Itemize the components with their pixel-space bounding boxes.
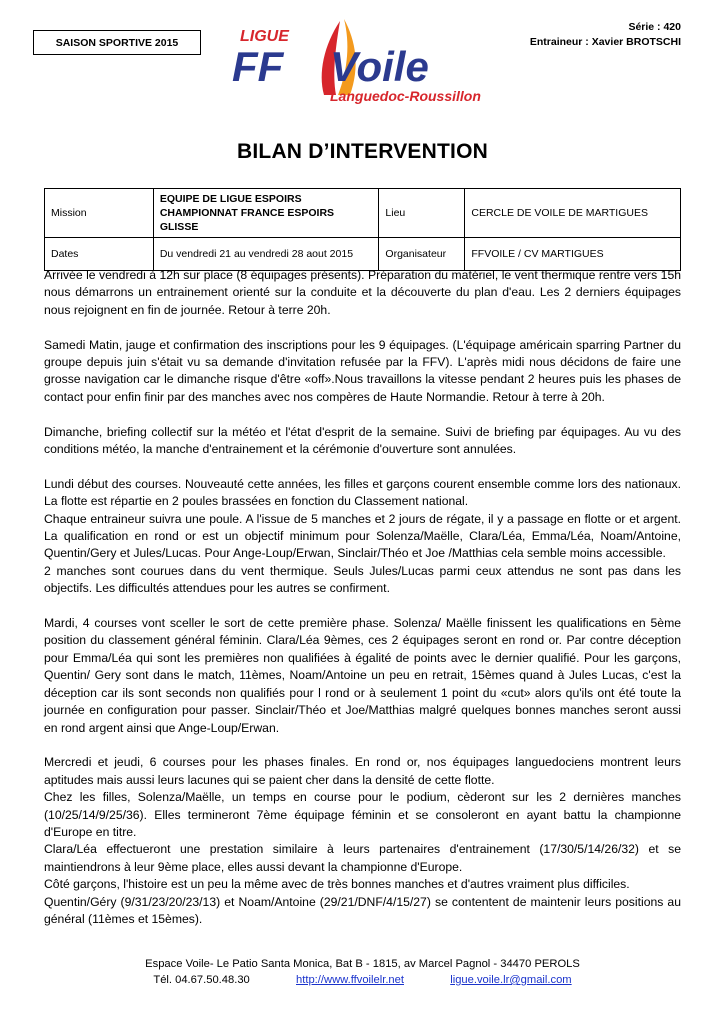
paragraph-text: Mardi, 4 courses vont sceller le sort de cette première phase. Solenza/ Maëlle finissent les qualifications en 5ème position du classement général féminin. Clara/Léa 9èmes, ces 2 équipages seront en rond or. Par contre déception pour Emma/Léa qui sont les premières non qualifiées à égalité de points avec le dernier qualifié. Pour les garçons, Quentin/ Gery sont dans le match, 11èmes, Noam/Antoine un peu en retrait, 15èmes quand à Jules Lucas, c'est la déception car ils sont seconds non qualifiés pour l rond or à seulement 1 point du «cut» alors qu'ils ont été toute la journée en configuration pour passer. Sinclair/Théo et Joe/Matthias malgré quelques bonnes manches seront aussi en rond argent ainsi que Ange-Loup/Erwan. — [44, 616, 681, 735]
email-link[interactable]: ligue.voile.lr@gmail.com — [450, 974, 572, 986]
series-label: Série : 420 — [628, 21, 681, 33]
dates-label: Dates — [45, 238, 154, 271]
document-title: BILAN D’INTERVENTION — [237, 140, 488, 163]
report-body — [44, 267, 681, 928]
paragraph-text: Arrivée le vendredi à 12h sur place (8 équipages présents). Préparation du matériel, le vent thermique rentre vers 15h nous démarrons un entrainement orienté sur la conduite et la découverte du plan d'eau. Les 2 derniers équipages nous rejoignent en fin de journée. Retour à terre 20h. — [44, 268, 681, 317]
paragraph-friday — [44, 267, 681, 319]
paragraph-text: Samedi Matin, jauge et confirmation des inscriptions pour les 9 équipages. (L'équipage américain sparring Partner du groupe depuis juin s'était vu sa demande d'invitation refusée par la FFV). L'après midi nous décidons de faire une grosse navigation car le dimanche risque d'être «off».Nous travaillons la vitesse pendant 2 heures puis les phases de contact pour enfin finir par des manches avec nos compères de Haute Normandie. Retour à terre à 20h. — [44, 337, 681, 404]
coach-label: Entraineur : Xavier BROTSCHI — [529, 36, 681, 48]
paragraph-text: Lundi début des courses. Nouveauté cette années, les filles et garçons courent ensemble comme lors des nationaux. La flotte est répartie en 2 poules brassées en fonction du Classement national. — [44, 476, 681, 509]
paragraph-text: Mercredi et jeudi, 6 courses pour les phases finales. En rond or, nos équipages languedociens montrent leurs aptitudes mais aussi leurs lacunes qui se paient cher dans la densité de cette flotte. — [44, 755, 681, 787]
svg-text:Voile: Voile — [330, 43, 429, 90]
svg-text:LIGUE: LIGUE — [240, 28, 289, 45]
footer — [0, 956, 725, 988]
paragraph-wednesday-thursday — [44, 754, 681, 928]
mission-info-table — [44, 188, 681, 271]
table-row — [45, 189, 681, 238]
mission-value-line: EQUIPE DE LIGUE ESPOIRS — [159, 193, 302, 205]
website-link[interactable]: http://www.ffvoilelr.net — [296, 974, 404, 986]
paragraph-text: Dimanche, briefing collectif sur la météo et l'état d'esprit de la semaine. Suivi de briefing par équipages. Au vu des conditions météo, la manche d'entrainement et la cérémonie d'ouverture sont annulées. — [44, 424, 681, 457]
mission-label: Mission — [45, 189, 154, 238]
svg-text:FF: FF — [232, 43, 284, 90]
mission-value — [153, 189, 379, 238]
footer-contact — [0, 972, 725, 988]
footer-phone: Tél. 04.67.50.48.30 — [153, 974, 250, 986]
paragraph-tuesday — [44, 615, 681, 737]
table-row — [45, 238, 681, 271]
footer-address: Espace Voile- Le Patio Santa Monica, Bat B - 1815, av Marcel Pagnol - 34470 PEROLS — [145, 958, 580, 970]
ffvoile-logo-graphic — [232, 15, 487, 105]
mission-value-line: CHAMPIONNAT FRANCE ESPOIRS GLISSE — [159, 207, 335, 233]
organisateur-value: FFVOILE / CV MARTIGUES — [465, 238, 681, 271]
paragraph-text: Côté garçons, l'histoire est un peu la même avec de très bonnes manches et d'autres vraiment plus difficiles. — [44, 877, 630, 892]
lieu-label: Lieu — [379, 189, 465, 238]
paragraph-text: Clara/Léa effectueront une prestation similaire à leurs partenaires d'entrainement (17/30/5/14/26/32) et se maintiendrons à leur 9ème place, elles aussi devant la championne d'Europe. — [44, 842, 681, 874]
paragraph-sunday — [44, 424, 681, 459]
lieu-value: CERCLE DE VOILE DE MARTIGUES — [465, 189, 681, 238]
ffvoile-logo — [232, 15, 487, 105]
dates-value: Du vendredi 21 au vendredi 28 aout 2015 — [153, 238, 379, 271]
paragraph-text: Quentin/Géry (9/31/23/20/23/13) et Noam/Antoine (29/21/DNF/4/15/27) se contentent de maintenir leurs positions au général (11èmes et 15èmes). — [44, 894, 681, 926]
svg-text:Languedoc-Roussillon: Languedoc-Roussillon — [330, 88, 481, 104]
season-label: SAISON SPORTIVE 2015 — [33, 30, 201, 55]
paragraph-saturday — [44, 337, 681, 407]
paragraph-text: Chez les filles, Solenza/Maëlle, un temps en course pour le podium, cèderont sur les 2 dernières manches (10/25/14/9/25/36). Elles termineront 7ème équipage féminin et se consoleront en ayant battu la championne d'Europe en titre. — [44, 790, 681, 839]
paragraph-monday — [44, 476, 681, 598]
organisateur-label: Organisateur — [379, 238, 465, 271]
paragraph-text: 2 manches sont courues dans du vent thermique. Seuls Jules/Lucas parmi ceux attendus ne sont pas dans les objectifs. Les difficultés attendues pour les autres se confirment. — [44, 563, 681, 596]
paragraph-text: Chaque entraineur suivra une poule. A l'issue de 5 manches et 2 jours de régate, il y a passage en flotte or et argent. La qualification en rond or est un objectif minimum pour Solenza/Maëlle, Clara/Léa, Emma/Léa, Noam/Antoine, Quentin/Gery et Jules/Lucas. Pour Ange-Loup/Erwan, Sinclair/Théo et Joe /Matthias cela semble moins accessible. — [44, 511, 681, 561]
header-info — [530, 20, 681, 50]
